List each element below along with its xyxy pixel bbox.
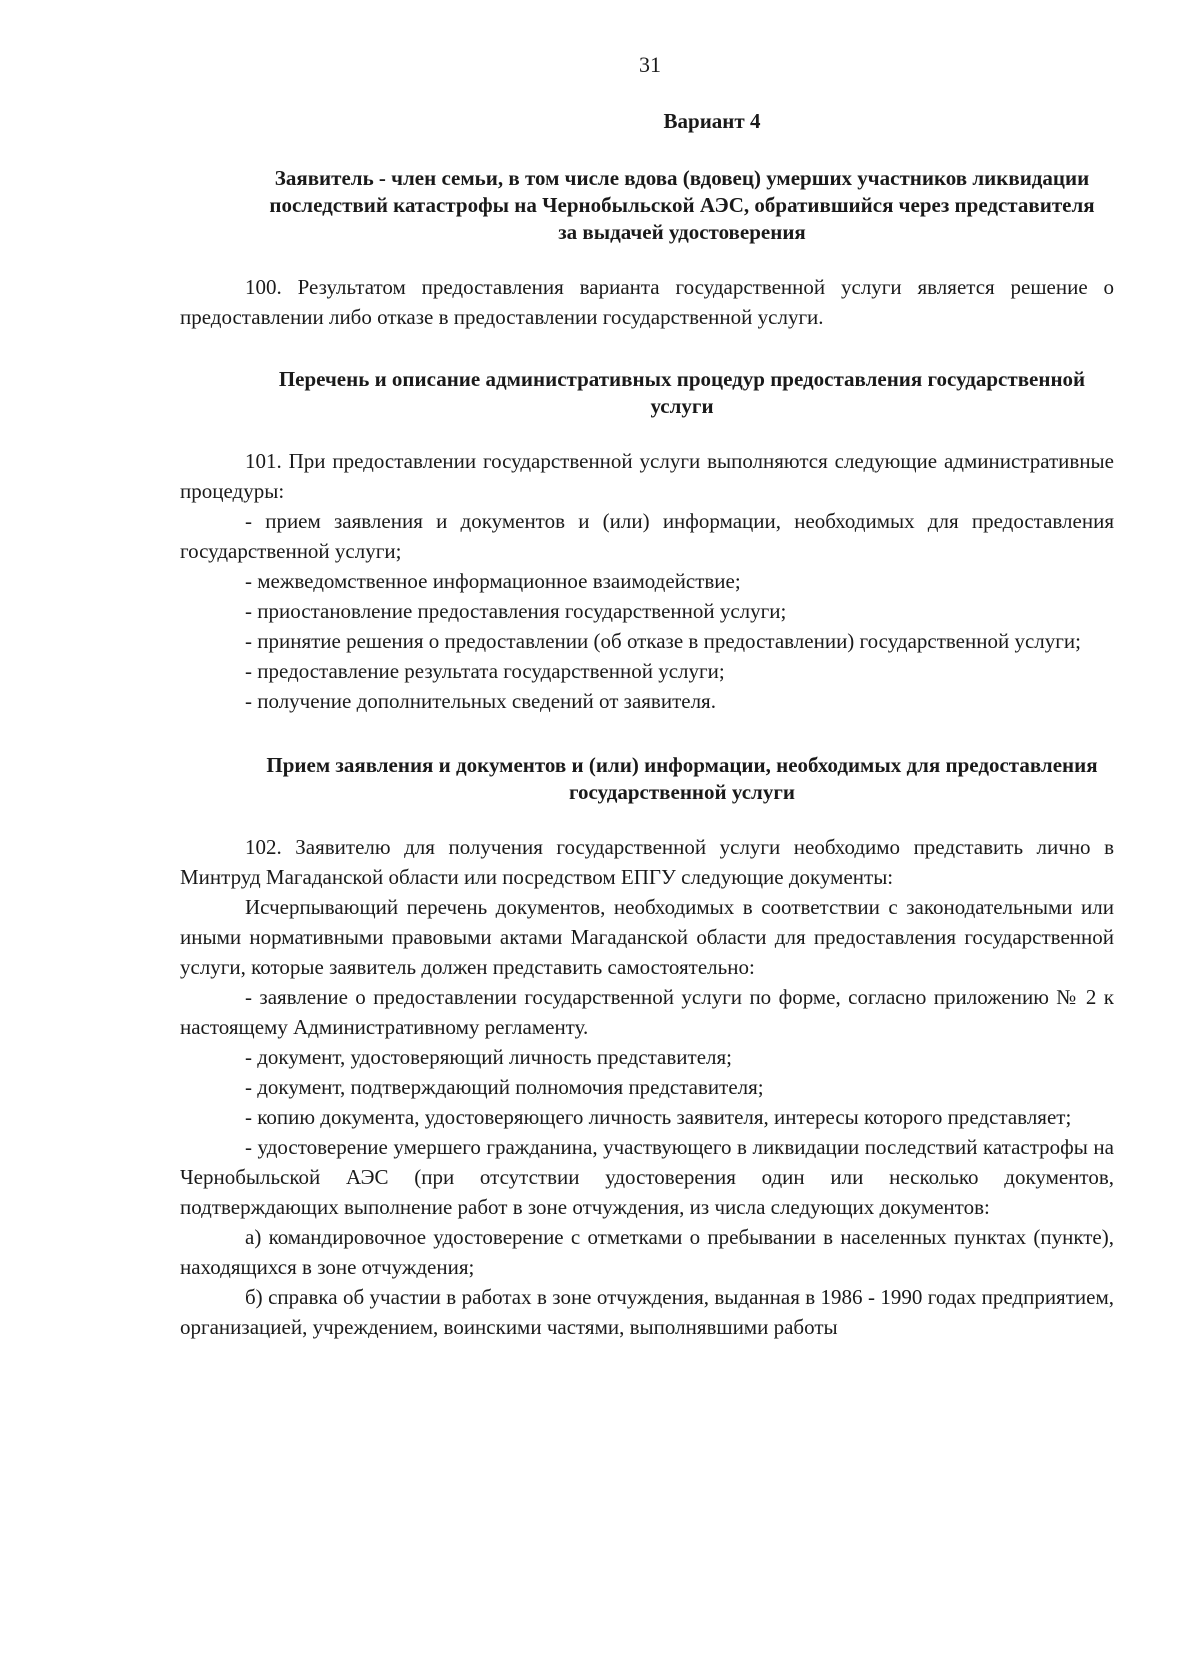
procedure-item: - межведомственное информационное взаимодействие;: [245, 569, 741, 593]
paragraph-102: 102. Заявителю для получения государственной услуги необходимо представить лично в Минтруд Магаданской области или посредством ЕПГУ следующие документы:: [180, 835, 1114, 889]
document-item: б) справка об участии в работах в зоне отчуждения, выданная в 1986 - 1990 годах предприятием, организацией, учреждением, воинскими частями, выполнявшими работы: [180, 1285, 1114, 1339]
document-item: - копию документа, удостоверяющего личность заявителя, интересы которого представляет;: [245, 1105, 1072, 1129]
document-item: - заявление о предоставлении государственной услуги по форме, согласно приложению № 2 к настоящему Административному регламенту.: [180, 985, 1114, 1039]
procedure-item: - принятие решения о предоставлении (об отказе в предоставлении) государственной услуги;: [245, 629, 1081, 653]
procedure-item: - получение дополнительных сведений от заявителя.: [245, 689, 716, 713]
document-body: [180, 108, 1114, 1342]
reception-heading: Прием заявления и документов и (или) информации, необходимых для предоставления государственной услуги: [266, 753, 1098, 804]
page-number: 31: [639, 52, 661, 77]
paragraph-exhaustive-list: Исчерпывающий перечень документов, необходимых в соответствии с законодательными или иными нормативными правовыми актами Магаданской области для предоставления государственной услуги, которые заявитель должен представить самостоятельно:: [180, 895, 1114, 979]
document-item: - удостоверение умершего гражданина, участвующего в ликвидации последствий катастрофы на Чернобыльской АЭС (при отсутствии удостоверения один или несколько документов, подтверждающих выполнение работ в зоне отчуждения, из числа следующих документов:: [180, 1135, 1114, 1219]
document-item: - документ, удостоверяющий личность представителя;: [245, 1045, 732, 1069]
procedure-item: - прием заявления и документов и (или) информации, необходимых для предоставления государственной услуги;: [180, 509, 1114, 563]
procedures-heading: Перечень и описание административных процедур предоставления государственной услуги: [278, 367, 1086, 418]
applicant-heading: Заявитель - член семьи, в том числе вдова (вдовец) умерших участников ликвидации последствий катастрофы на Чернобыльской АЭС, обратившийся через представителя за выдачей удостоверения: [269, 166, 1095, 244]
document-item: - документ, подтверждающий полномочия представителя;: [245, 1075, 764, 1099]
procedure-item: - приостановление предоставления государственной услуги;: [245, 599, 787, 623]
procedure-item: - предоставление результата государственной услуги;: [245, 659, 725, 683]
variant-title: Вариант 4: [663, 109, 761, 133]
paragraph-100: 100. Результатом предоставления варианта государственной услуги является решение о предоставлении либо отказе в предоставлении государственной услуги.: [180, 275, 1114, 329]
document-item: а) командировочное удостоверение с отметками о пребывании в населенных пунктах (пункте), находящихся в зоне отчуждения;: [180, 1225, 1114, 1279]
paragraph-101: 101. При предоставлении государственной услуги выполняются следующие административные процедуры:: [180, 449, 1114, 503]
